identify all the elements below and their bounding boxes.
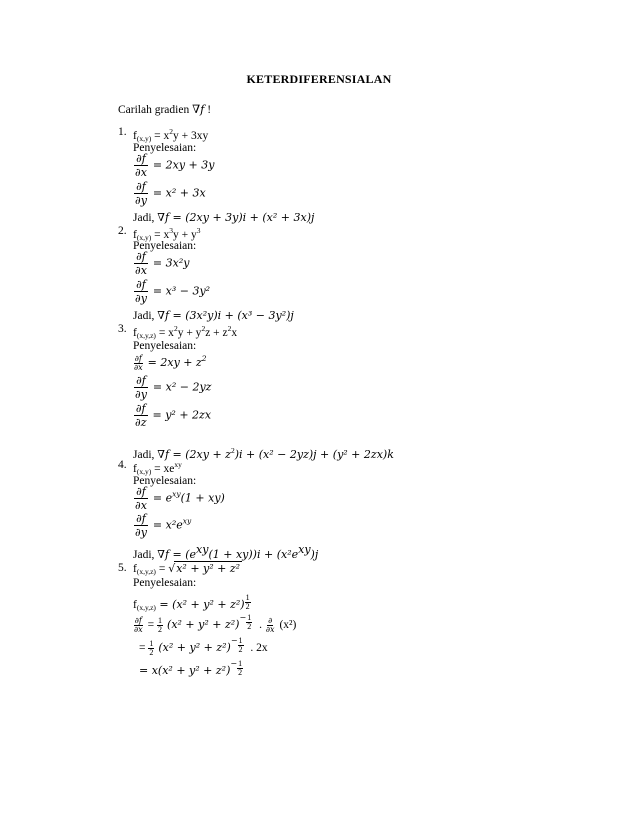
solution-label: Penyelesaian: xyxy=(133,340,197,352)
problem-3-function: $f_{(x,y,z)} = x^2y + y^2z + z^2x$ xyxy=(133,324,238,340)
problem-2-partial-y: $\frac{\partial f}{\partial y}$ = x³ − 3y² xyxy=(135,278,211,305)
problem-1-function: $f_{(x,y)} = x^2y + 3xy$ xyxy=(133,127,209,143)
problem-2-function: $f_{(x,y)} = x^3y + y^3$ xyxy=(133,226,201,242)
problem-3-partial-z: $\frac{\partial f}{\partial z}$ = y² + 2zx xyxy=(135,402,212,429)
problem-4-partial-y: $\frac{\partial f}{\partial y}$ = $x^2e^{xy}$ xyxy=(135,512,192,539)
problem-5-step-1: $f_{(x,y,z)} = (x^2 + y^2 + z^2)$ $\frac{1}{2}$ xyxy=(133,593,250,612)
problem-5-number: 5. xyxy=(118,562,127,574)
problem-3-partial-x: $\frac{\partial f}{\partial x}$ = $2xy + z^2$ xyxy=(134,353,207,372)
solution-label: Penyelesaian: xyxy=(133,142,197,154)
problem-1-result: Jadi, ∇f = (2xy + 3y)i + (x² + 3x)j xyxy=(133,211,315,224)
problem-4-result: Jadi, $\nabla f = (e^{xy}(1 + xy))i + (x^2e^{xy})j$ xyxy=(133,543,319,561)
problem-2-number: 2. xyxy=(118,225,127,237)
problem-3-result: Jadi, $\nabla f = (2xy + z^2)i + (x^2 - 2yz)j + (y^2 + 2zx)k$ xyxy=(133,446,394,461)
problem-4-function: $f_{(x,y)} = xe^{xy}$ xyxy=(133,460,182,476)
problem-4-partial-x: $\frac{\partial f}{\partial x}$ = $e^{xy}(1 + xy)$ xyxy=(135,485,225,512)
sqrt-symbol: √ xyxy=(168,562,176,575)
problem-1-number: 1. xyxy=(118,126,127,138)
problem-1-partial-y: $\frac{\partial f}{\partial y}$ = x² + 3x xyxy=(135,180,206,207)
page-title: KETERDIFERENSIALAN xyxy=(246,72,392,86)
problem-3-number: 3. xyxy=(118,323,127,335)
problem-2-partial-x: $\frac{\partial f}{\partial x}$ = 3x²y xyxy=(135,250,190,277)
solution-label: Penyelesaian: xyxy=(133,240,197,252)
problem-4-number: 4. xyxy=(118,459,127,471)
problem-1-partial-x: $\frac{\partial f}{\partial x}$ = 2xy + 3y xyxy=(135,152,215,179)
solution-label: Penyelesaian: xyxy=(133,577,197,589)
problem-5-step-2: $\frac{\partial f}{\partial x}$ = $\frac{1}{2}$ (x² + y² + z²)− $\frac{1}{2}$ . $\frac{\partial}{\partial x}$ (x²) xyxy=(134,613,297,634)
instruction-text: Carilah gradien ∇𝑓 ! xyxy=(118,104,212,116)
problem-3-partial-y: $\frac{\partial f}{\partial y}$ = x² − 2yz xyxy=(135,374,212,401)
problem-5-step-4: = x(x² + y² + z²)− $\frac{1}{2}$ xyxy=(139,659,243,677)
problem-5-step-3: = $\frac{1}{2}$ (x² + y² + z²)− $\frac{1}{2}$ . 2x xyxy=(139,636,268,657)
problem-5-function: $f_{(x,y,z)} = √x^2 + y^2 + z^2$ xyxy=(133,562,241,576)
problem-2-result: Jadi, ∇f = (3x²y)i + (x³ − 3y²)j xyxy=(133,309,294,322)
solution-label: Penyelesaian: xyxy=(133,475,197,487)
